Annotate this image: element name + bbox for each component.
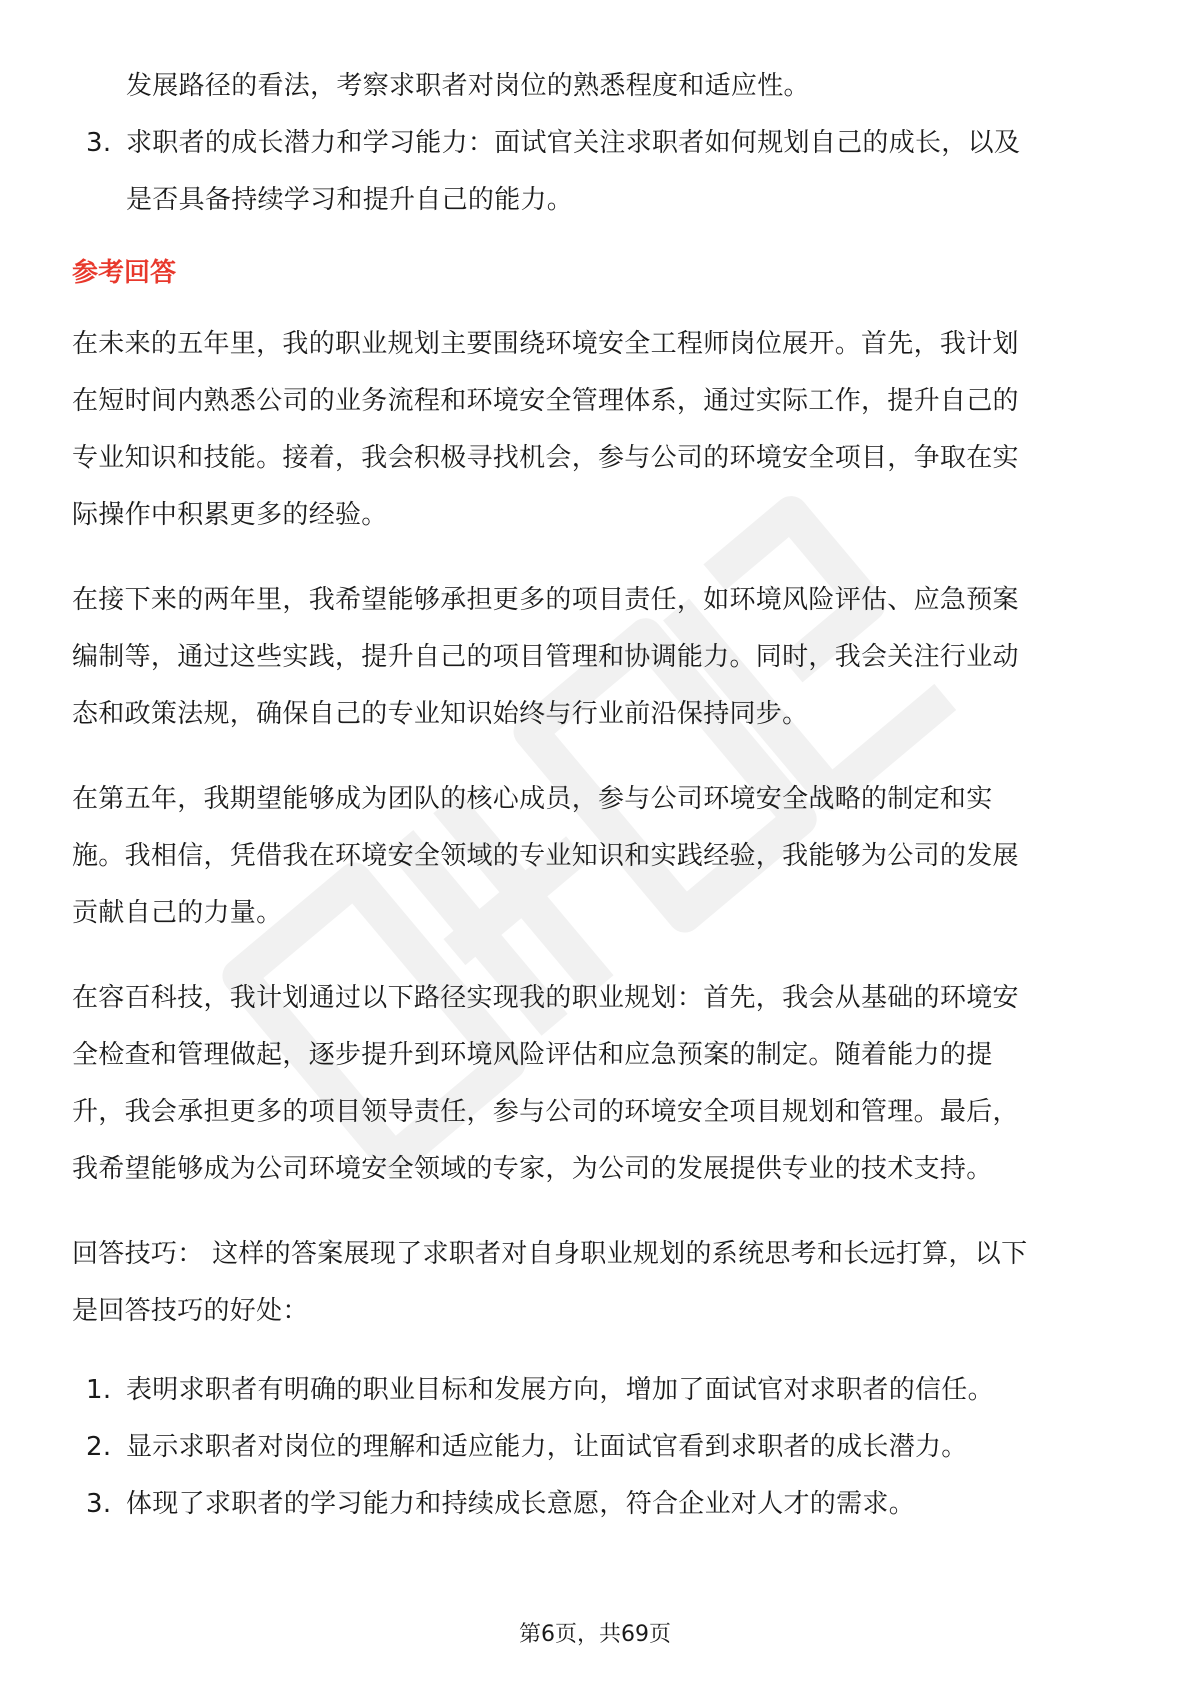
list-item-text: 表明求职者有明确的职业目标和发展方向，增加了面试官对求职者的信任。 (126, 1375, 994, 1405)
paragraph (72, 316, 1124, 544)
list-item (72, 1419, 1124, 1476)
paragraph-line: 我希望能够成为公司环境安全领域的专家，为公司的发展提供专业的技术支持。 (72, 1154, 993, 1184)
list-item (72, 1476, 1124, 1533)
list-number: 3. (86, 128, 112, 158)
list-item (72, 115, 1124, 229)
list-item (72, 1362, 1124, 1419)
paragraph-line: 贡献自己的力量。 (72, 898, 283, 928)
paragraph (72, 572, 1124, 743)
paragraph-line: 专业知识和技能。接着，我会积极寻找机会，参与公司的环境安全项目，争取在实 (72, 443, 1019, 473)
section-heading: 参考回答 (72, 258, 177, 288)
paragraph-line: 是回答技巧的好处： (72, 1296, 309, 1326)
page-number-footer: 第6页，共69页 (519, 1622, 671, 1647)
list-number: 2. (86, 1432, 112, 1462)
paragraph-line: 升，我会承担更多的项目领导责任，参与公司的环境安全项目规划和管理。最后， (72, 1097, 1019, 1127)
paragraph-line: 际操作中积累更多的经验。 (72, 500, 388, 530)
paragraph-line: 施。我相信，凭借我在环境安全领域的专业知识和实践经验，我能够为公司的发展 (72, 841, 1019, 871)
list-item-line: 是否具备持续学习和提升自己的能力。 (126, 185, 574, 215)
paragraph-line: 在接下来的两年里，我希望能够承担更多的项目责任，如环境风险评估、应急预案 (72, 585, 1019, 615)
paragraph-line: 在容百科技，我计划通过以下路径实现我的职业规划：首先，我会从基础的环境安 (72, 983, 1019, 1013)
paragraph-tips-intro (72, 1226, 1124, 1340)
list-item-text: 显示求职者对岗位的理解和适应能力，让面试官看到求职者的成长潜力。 (126, 1432, 968, 1462)
paragraph-line: 在第五年，我期望能够成为团队的核心成员，参与公司环境安全战略的制定和实 (72, 784, 993, 814)
criteria-list (72, 115, 1124, 229)
page-content (72, 58, 1124, 1533)
list-item-line: 求职者的成长潜力和学习能力：面试官关注求职者如何规划自己的成长，以及 (126, 128, 1021, 158)
list-item-text: 体现了求职者的学习能力和持续成长意愿，符合企业对人才的需求。 (126, 1489, 916, 1519)
list-number: 3. (86, 1489, 112, 1519)
paragraph-line: 回答技巧： 这样的答案展现了求职者对自身职业规划的系统思考和长远打算，以下 (72, 1239, 1028, 1269)
paragraph (72, 771, 1124, 942)
paragraph-line: 在未来的五年里，我的职业规划主要围绕环境安全工程师岗位展开。首先，我计划 (72, 329, 1019, 359)
paragraph-line: 态和政策法规，确保自己的专业知识始终与行业前沿保持同步。 (72, 699, 809, 729)
paragraph-line: 全检查和管理做起，逐步提升到环境风险评估和应急预案的制定。随着能力的提 (72, 1040, 993, 1070)
paragraph-line: 编制等，通过这些实践，提升自己的项目管理和协调能力。同时，我会关注行业动 (72, 642, 1019, 672)
tips-list (72, 1362, 1124, 1533)
paragraph-line: 在短时间内熟悉公司的业务流程和环境安全管理体系，通过实际工作，提升自己的 (72, 386, 1019, 416)
list-number: 1. (86, 1375, 112, 1405)
list-item-continuation: 发展路径的看法，考察求职者对岗位的熟悉程度和适应性。 (126, 71, 810, 101)
paragraph (72, 970, 1124, 1198)
